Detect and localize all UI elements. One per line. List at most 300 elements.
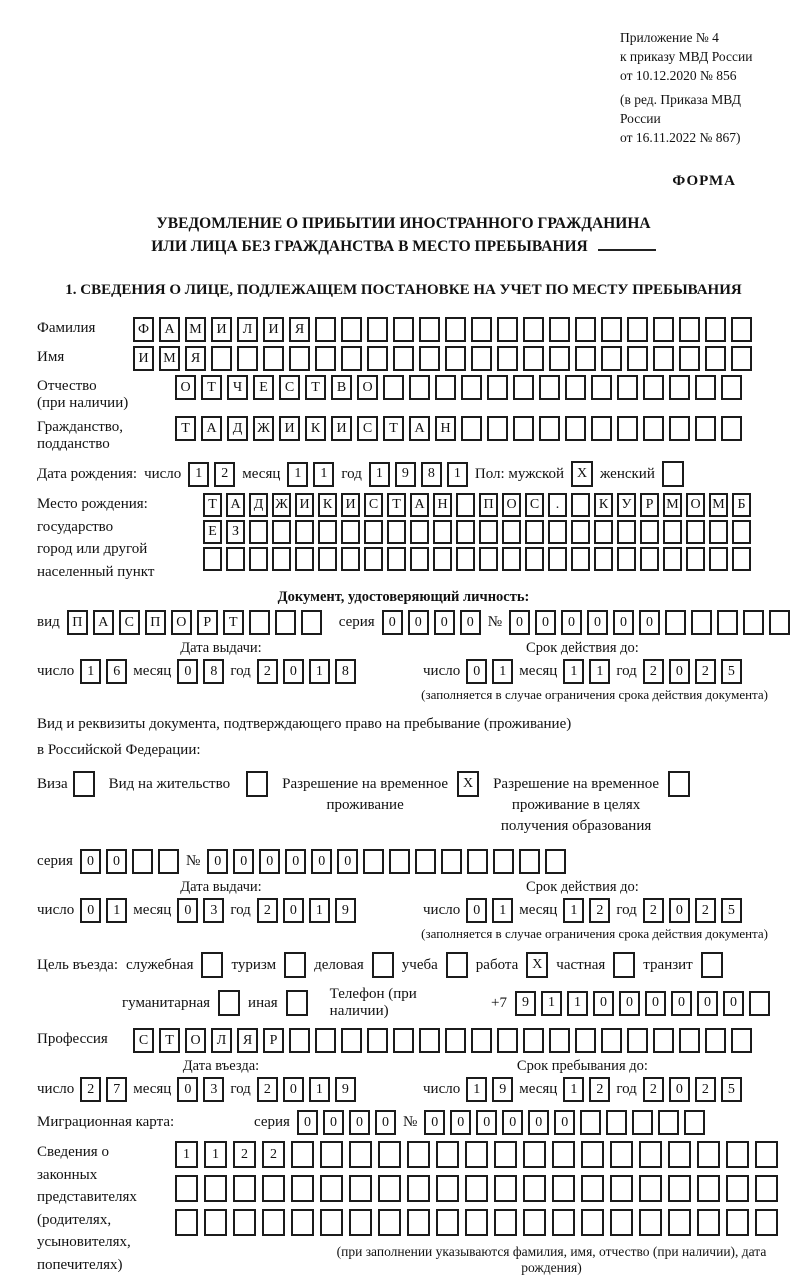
residence-issue-col xyxy=(37,879,405,923)
identity-kind-cells xyxy=(67,610,322,635)
char-cell xyxy=(732,547,751,571)
month-label: месяц xyxy=(242,466,280,483)
char-cell: Р xyxy=(263,1028,284,1053)
char-cell: 1 xyxy=(309,659,330,684)
char-cell xyxy=(697,1209,720,1236)
char-cell xyxy=(549,346,570,371)
char-cell xyxy=(263,346,284,371)
identity-issue-year xyxy=(257,659,356,684)
text-line: Вид на жительство xyxy=(109,774,230,795)
char-cell: Я xyxy=(289,317,310,342)
char-cell xyxy=(679,346,700,371)
char-cell xyxy=(552,1209,575,1236)
residence-issue-title: Дата выдачи: xyxy=(37,879,405,896)
char-cell xyxy=(158,849,179,874)
month-label: месяц xyxy=(133,663,171,680)
char-cell: 0 xyxy=(283,1077,304,1102)
purpose-work-checkbox: X xyxy=(526,952,548,978)
char-cell xyxy=(697,1141,720,1168)
char-cell xyxy=(175,1209,198,1236)
char-cell xyxy=(445,1028,466,1053)
char-cell: Я xyxy=(237,1028,258,1053)
appendix-header xyxy=(620,28,770,147)
char-cell: О xyxy=(686,493,705,517)
char-cell xyxy=(591,416,612,441)
form-title-line1: УВЕДОМЛЕНИЕ О ПРИБЫТИИ ИНОСТРАННОГО ГРАЖДАНИНА xyxy=(37,212,770,235)
char-cell xyxy=(387,547,406,571)
char-cell: Ж xyxy=(253,416,274,441)
year-label: год xyxy=(616,902,636,919)
identity-doc-heading: Документ, удостоверяющий личность: xyxy=(37,589,770,606)
entry-year xyxy=(257,1077,356,1102)
identity-doc-row xyxy=(37,610,770,635)
phone-prefix: +7 xyxy=(491,995,507,1012)
char-cell: А xyxy=(409,416,430,441)
char-cell xyxy=(545,849,566,874)
char-cell xyxy=(433,547,452,571)
identity-issue-fields xyxy=(37,659,405,684)
residence-valid-fields xyxy=(423,898,742,923)
representatives-row2 xyxy=(175,1175,778,1202)
char-cell xyxy=(548,520,567,544)
char-cell xyxy=(632,1110,653,1135)
year-label: год xyxy=(341,466,361,483)
char-cell: 0 xyxy=(561,610,582,635)
char-cell xyxy=(295,547,314,571)
residence-valid-title: Срок действия до: xyxy=(423,879,742,896)
purpose-tourism-label: туризм xyxy=(231,957,276,974)
profession-cells xyxy=(133,1028,752,1053)
char-cell xyxy=(315,317,336,342)
char-cell: Т xyxy=(383,416,404,441)
char-cell xyxy=(617,520,636,544)
char-cell xyxy=(295,520,314,544)
option-visa-label xyxy=(37,771,68,795)
char-cell xyxy=(523,317,544,342)
citizenship-label2-text: подданство xyxy=(37,436,175,453)
char-cell: С xyxy=(364,493,383,517)
residence-doc-line1: Вид и реквизиты документа, подтверждающего право на пребывание (проживание) xyxy=(37,711,770,737)
char-cell: 0 xyxy=(233,849,254,874)
char-cell xyxy=(204,1175,227,1202)
char-cell xyxy=(407,1209,430,1236)
name-cells xyxy=(133,346,752,371)
purpose-other-label: иная xyxy=(248,995,278,1012)
stay-year xyxy=(643,1077,742,1102)
text-line: усыновителях, xyxy=(37,1231,175,1254)
char-cell: 2 xyxy=(695,898,716,923)
char-cell: 1 xyxy=(563,898,584,923)
char-cell xyxy=(445,317,466,342)
char-cell xyxy=(565,375,586,400)
residence-issue-month xyxy=(177,898,224,923)
birth-place-rows xyxy=(203,493,751,571)
text-line: представителях xyxy=(37,1186,175,1209)
char-cell: 8 xyxy=(203,659,224,684)
day-label: число xyxy=(37,902,74,919)
option-visa-checkbox xyxy=(73,771,95,797)
char-cell xyxy=(709,547,728,571)
char-cell: 0 xyxy=(528,1110,549,1135)
char-cell: У xyxy=(617,493,636,517)
option-residence-permit-label xyxy=(109,771,230,795)
char-cell: Р xyxy=(197,610,218,635)
residence-valid-day xyxy=(466,898,513,923)
char-cell: 0 xyxy=(434,610,455,635)
char-cell xyxy=(617,375,638,400)
option-temp-residence-education xyxy=(493,771,690,837)
char-cell xyxy=(341,1028,362,1053)
char-cell xyxy=(640,547,659,571)
identity-number-cells xyxy=(509,610,790,635)
char-cell xyxy=(552,1175,575,1202)
representatives-note: (при заполнении указываются фамилия, имя, отчество (при наличии), дата рождения) xyxy=(175,1244,778,1276)
char-cell: 0 xyxy=(283,898,304,923)
char-cell: 2 xyxy=(257,1077,278,1102)
form-title xyxy=(37,212,770,258)
char-cell: 0 xyxy=(207,849,228,874)
char-cell xyxy=(291,1175,314,1202)
char-cell xyxy=(581,1175,604,1202)
char-cell: К xyxy=(305,416,326,441)
char-cell xyxy=(407,1141,430,1168)
char-cell: 1 xyxy=(313,462,334,487)
char-cell: 0 xyxy=(424,1110,445,1135)
char-cell: И xyxy=(279,416,300,441)
char-cell: П xyxy=(479,493,498,517)
char-cell: И xyxy=(211,317,232,342)
char-cell: 0 xyxy=(613,610,634,635)
char-cell: 1 xyxy=(563,1077,584,1102)
char-cell: 2 xyxy=(214,462,235,487)
sex-female-checkbox xyxy=(662,461,684,487)
year-label: год xyxy=(616,1081,636,1098)
char-cell: О xyxy=(185,1028,206,1053)
char-cell: 1 xyxy=(188,462,209,487)
char-cell xyxy=(493,849,514,874)
char-cell: 9 xyxy=(335,1077,356,1102)
char-cell xyxy=(639,1209,662,1236)
char-cell xyxy=(601,317,622,342)
char-cell: 0 xyxy=(408,610,429,635)
text-line: от 10.12.2020 № 856 xyxy=(620,66,770,85)
char-cell: Т xyxy=(203,493,222,517)
char-cell xyxy=(668,1175,691,1202)
char-cell: Т xyxy=(387,493,406,517)
char-cell xyxy=(393,1028,414,1053)
residence-series-cells xyxy=(80,849,179,874)
char-cell: 2 xyxy=(589,1077,610,1102)
char-cell xyxy=(617,416,638,441)
char-cell: П xyxy=(67,610,88,635)
char-cell: М xyxy=(185,317,206,342)
year-label: год xyxy=(230,663,250,680)
purpose-official-label: служебная xyxy=(126,957,194,974)
text-line: попечителях) xyxy=(37,1254,175,1276)
char-cell xyxy=(721,416,742,441)
representatives-labels xyxy=(37,1141,175,1276)
char-cell: С xyxy=(279,375,300,400)
char-cell xyxy=(755,1175,778,1202)
char-cell xyxy=(419,1028,440,1053)
char-cell: П xyxy=(145,610,166,635)
purpose-private-checkbox xyxy=(613,952,635,978)
char-cell: 1 xyxy=(466,1077,487,1102)
char-cell: 9 xyxy=(395,462,416,487)
char-cell xyxy=(471,1028,492,1053)
char-cell xyxy=(684,1110,705,1135)
stay-until-fields xyxy=(423,1077,742,1102)
identity-issue-title: Дата выдачи: xyxy=(37,640,405,657)
char-cell xyxy=(497,1028,518,1053)
char-cell: 2 xyxy=(257,659,278,684)
char-cell xyxy=(639,1175,662,1202)
char-cell: Т xyxy=(175,416,196,441)
char-cell: 3 xyxy=(203,1077,224,1102)
day-label: число xyxy=(423,902,460,919)
char-cell xyxy=(552,1141,575,1168)
char-cell xyxy=(731,1028,752,1053)
text-line: (родителях, xyxy=(37,1209,175,1232)
char-cell: 0 xyxy=(466,898,487,923)
patronymic-cells xyxy=(175,375,742,400)
entry-date-col xyxy=(37,1058,405,1102)
option-residence-permit-checkbox xyxy=(246,771,268,797)
char-cell: В xyxy=(331,375,352,400)
char-cell xyxy=(679,317,700,342)
char-cell xyxy=(349,1141,372,1168)
char-cell xyxy=(665,610,686,635)
char-cell xyxy=(769,610,790,635)
char-cell: 5 xyxy=(721,659,742,684)
char-cell xyxy=(435,375,456,400)
char-cell xyxy=(523,1209,546,1236)
char-cell xyxy=(639,1141,662,1168)
text-line: получения образования xyxy=(493,816,659,837)
char-cell xyxy=(289,1028,310,1053)
purpose-study-checkbox xyxy=(446,952,468,978)
identity-valid-day xyxy=(466,659,513,684)
purpose-humanitarian-checkbox xyxy=(218,990,240,1016)
text-line: (в ред. Приказа МВД России xyxy=(620,90,770,128)
purpose-row2 xyxy=(37,986,770,1020)
char-cell: 5 xyxy=(721,898,742,923)
char-cell xyxy=(669,375,690,400)
char-cell xyxy=(743,610,764,635)
char-cell xyxy=(539,375,560,400)
char-cell xyxy=(494,1141,517,1168)
char-cell xyxy=(571,547,590,571)
char-cell xyxy=(262,1175,285,1202)
char-cell xyxy=(610,1141,633,1168)
char-cell xyxy=(318,547,337,571)
char-cell: 1 xyxy=(492,898,513,923)
char-cell: 1 xyxy=(309,1077,330,1102)
char-cell: Т xyxy=(305,375,326,400)
char-cell: Д xyxy=(249,493,268,517)
char-cell: 2 xyxy=(643,1077,664,1102)
char-cell xyxy=(686,547,705,571)
char-cell: 2 xyxy=(643,898,664,923)
char-cell xyxy=(571,493,590,517)
char-cell xyxy=(479,520,498,544)
char-cell xyxy=(349,1175,372,1202)
purpose-study-label: учеба xyxy=(402,957,438,974)
residence-issue-day xyxy=(80,898,127,923)
residence-series-label: серия xyxy=(37,853,73,870)
char-cell: М xyxy=(709,493,728,517)
char-cell: 0 xyxy=(669,659,690,684)
char-cell xyxy=(320,1175,343,1202)
char-cell xyxy=(393,317,414,342)
purpose-business-label: деловая xyxy=(314,957,364,974)
identity-valid-col xyxy=(423,640,742,684)
char-cell: 2 xyxy=(589,898,610,923)
char-cell: 0 xyxy=(177,898,198,923)
char-cell: З xyxy=(226,520,245,544)
char-cell xyxy=(272,520,291,544)
char-cell xyxy=(461,416,482,441)
char-cell xyxy=(594,547,613,571)
stay-until-col xyxy=(423,1058,742,1102)
char-cell xyxy=(726,1209,749,1236)
char-cell: Ф xyxy=(133,317,154,342)
char-cell xyxy=(601,346,622,371)
option-temp-residence-checkbox: X xyxy=(457,771,479,797)
char-cell xyxy=(565,416,586,441)
birth-date-label: Дата рождения: xyxy=(37,466,137,483)
char-cell xyxy=(627,346,648,371)
char-cell: 0 xyxy=(450,1110,471,1135)
char-cell: 0 xyxy=(502,1110,523,1135)
char-cell: О xyxy=(171,610,192,635)
text-line: город или другой xyxy=(37,538,203,561)
name-row xyxy=(37,346,770,371)
char-cell: М xyxy=(159,346,180,371)
char-cell xyxy=(497,317,518,342)
char-cell xyxy=(233,1175,256,1202)
char-cell: 0 xyxy=(669,1077,690,1102)
purpose-row xyxy=(37,952,770,978)
residence-issue-fields xyxy=(37,898,405,923)
char-cell xyxy=(581,1209,604,1236)
representatives-row3 xyxy=(175,1209,778,1236)
char-cell: 2 xyxy=(695,659,716,684)
char-cell: 1 xyxy=(447,462,468,487)
char-cell xyxy=(364,520,383,544)
char-cell xyxy=(663,547,682,571)
char-cell: А xyxy=(201,416,222,441)
char-cell: Н xyxy=(433,493,452,517)
char-cell xyxy=(364,547,383,571)
char-cell: 0 xyxy=(375,1110,396,1135)
entry-dates xyxy=(37,1058,770,1102)
char-cell xyxy=(272,547,291,571)
char-cell xyxy=(441,849,462,874)
patronymic-row xyxy=(37,375,770,412)
char-cell: 0 xyxy=(80,898,101,923)
char-cell: 0 xyxy=(382,610,403,635)
month-label: месяц xyxy=(519,663,557,680)
char-cell: Ж xyxy=(272,493,291,517)
day-label: число xyxy=(144,466,181,483)
residence-options-row xyxy=(37,771,770,837)
char-cell xyxy=(367,317,388,342)
char-cell xyxy=(601,1028,622,1053)
char-cell xyxy=(705,1028,726,1053)
char-cell: 0 xyxy=(466,659,487,684)
text-line: Разрешение на временное xyxy=(282,774,448,795)
entry-date-title: Дата въезда: xyxy=(37,1058,405,1075)
profession-label: Профессия xyxy=(37,1028,133,1048)
year-label: год xyxy=(230,1081,250,1098)
identity-valid-year xyxy=(643,659,742,684)
char-cell xyxy=(617,547,636,571)
char-cell xyxy=(436,1209,459,1236)
migration-series-cells xyxy=(297,1110,396,1135)
migration-card-label: Миграционная карта: xyxy=(37,1114,207,1131)
char-cell: Е xyxy=(253,375,274,400)
char-cell xyxy=(575,1028,596,1053)
form-label: ФОРМА xyxy=(37,173,770,190)
char-cell: 0 xyxy=(669,898,690,923)
char-cell xyxy=(513,375,534,400)
char-cell xyxy=(410,520,429,544)
char-cell xyxy=(640,520,659,544)
residence-doc-intro xyxy=(37,711,770,763)
char-cell xyxy=(663,520,682,544)
char-cell xyxy=(471,346,492,371)
char-cell: Н xyxy=(435,416,456,441)
text-line: населенный пункт xyxy=(37,561,203,584)
char-cell: А xyxy=(226,493,245,517)
text-line: Место рождения: xyxy=(37,493,203,516)
phone-cells xyxy=(515,991,770,1016)
char-cell xyxy=(549,317,570,342)
representatives-row1 xyxy=(175,1141,778,1168)
appendix-lines xyxy=(620,28,770,85)
residence-doc-line2: в Российской Федерации: xyxy=(37,737,770,763)
representatives-block xyxy=(37,1141,770,1276)
char-cell xyxy=(695,375,716,400)
char-cell: 1 xyxy=(541,991,562,1016)
char-cell: 2 xyxy=(262,1141,285,1168)
char-cell xyxy=(653,346,674,371)
entry-month xyxy=(177,1077,224,1102)
month-label: месяц xyxy=(133,902,171,919)
entry-date-fields xyxy=(37,1077,405,1102)
char-cell xyxy=(591,375,612,400)
purpose-work-label: работа xyxy=(476,957,519,974)
day-label: число xyxy=(37,663,74,680)
char-cell: Т xyxy=(159,1028,180,1053)
profession-row xyxy=(37,1028,770,1053)
birth-place-row3 xyxy=(203,547,751,571)
char-cell xyxy=(467,849,488,874)
char-cell: С xyxy=(119,610,140,635)
char-cell xyxy=(513,416,534,441)
char-cell xyxy=(610,1175,633,1202)
stay-month xyxy=(563,1077,610,1102)
char-cell: С xyxy=(357,416,378,441)
char-cell xyxy=(755,1209,778,1236)
year-label: год xyxy=(230,902,250,919)
char-cell: 1 xyxy=(80,659,101,684)
char-cell xyxy=(525,547,544,571)
char-cell: 6 xyxy=(106,659,127,684)
residence-number-cells xyxy=(207,849,566,874)
char-cell: 8 xyxy=(335,659,356,684)
